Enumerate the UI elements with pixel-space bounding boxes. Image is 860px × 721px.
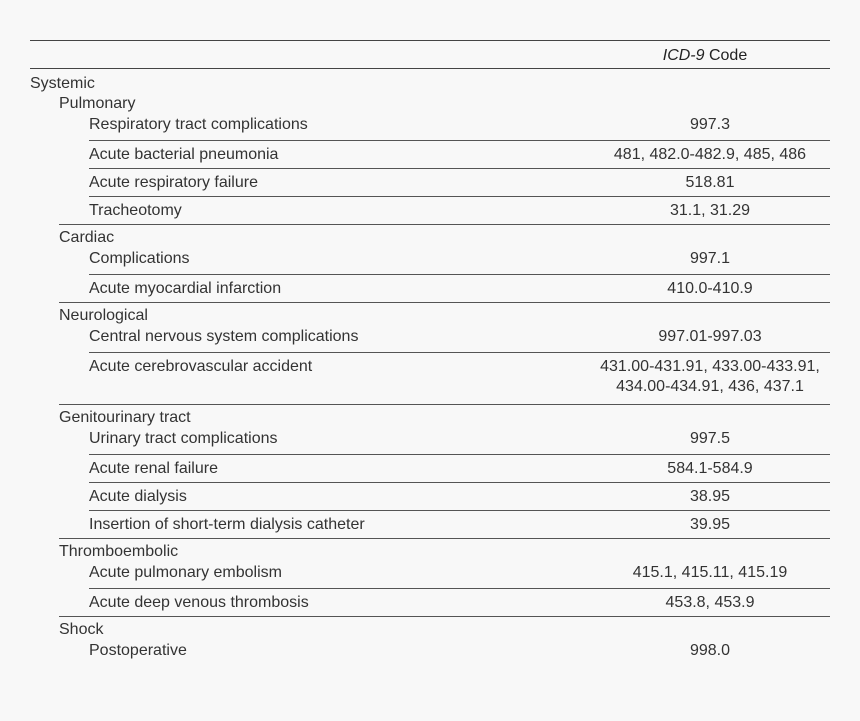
code-header-text: Code (704, 47, 748, 64)
row-code: 31.1, 31.29 (669, 202, 751, 219)
section-label: Cardiac (59, 229, 115, 246)
row-label: Respiratory tract complications (89, 116, 308, 133)
code-header-italic: ICD-9 (662, 47, 705, 64)
table-row (59, 511, 830, 539)
table-row (59, 589, 830, 617)
section-neurological (30, 306, 830, 326)
row-label: Acute bacterial pneumonia (89, 146, 279, 163)
row-code: 998.0 (689, 642, 731, 659)
table-row (89, 248, 830, 275)
section-label: Neurological (59, 307, 148, 324)
row-code-line: 431.00-431.91, 433.00-433.91, (600, 358, 820, 375)
section-systemic (30, 74, 830, 94)
section-shock (30, 620, 830, 640)
row-code: 38.95 (689, 488, 731, 505)
section-label: Systemic (30, 75, 95, 92)
row-code: 997.1 (689, 250, 731, 267)
section-label: Genitourinary tract (59, 409, 191, 426)
row-code: 415.1, 415.11, 415.19 (632, 564, 788, 581)
table-row (59, 353, 830, 405)
row-code: 481, 482.0-482.9, 485, 486 (613, 146, 807, 163)
table-header (30, 41, 830, 69)
section-genitourinary (30, 408, 830, 428)
row-code-line: 434.00-434.91, 436, 437.1 (616, 378, 804, 395)
section-thromboembolic (30, 542, 830, 562)
code-column-header (590, 47, 820, 65)
table-row (89, 169, 830, 197)
table-row (59, 275, 830, 303)
row-code: 997.3 (689, 116, 731, 133)
row-label: Acute cerebrovascular accident (89, 358, 313, 375)
section-pulmonary (30, 94, 830, 114)
row-code: 39.95 (689, 516, 731, 533)
row-label: Complications (89, 250, 190, 267)
table-row (59, 197, 830, 225)
row-label: Urinary tract complications (89, 430, 278, 447)
row-label: Acute deep venous thrombosis (89, 594, 309, 611)
row-code (590, 357, 830, 397)
section-cardiac (30, 228, 830, 248)
row-label: Acute respiratory failure (89, 174, 258, 191)
table-row (89, 114, 830, 141)
row-label: Insertion of short-term dialysis catheter (89, 516, 365, 533)
section-label: Thromboembolic (59, 543, 179, 560)
row-label: Central nervous system complications (89, 328, 359, 345)
row-code: 997.5 (689, 430, 731, 447)
row-code: 584.1-584.9 (667, 460, 753, 477)
table-row (89, 483, 830, 511)
row-label: Acute pulmonary embolism (89, 564, 282, 581)
row-label: Tracheotomy (89, 202, 182, 219)
table-row (89, 141, 830, 169)
row-label: Postoperative (89, 642, 187, 659)
row-label: Acute dialysis (89, 488, 187, 505)
table-row (89, 326, 830, 353)
row-code: 997.01-997.03 (658, 328, 762, 345)
table-row (89, 562, 830, 589)
icd9-table (30, 40, 830, 667)
row-code: 453.8, 453.9 (665, 594, 755, 611)
row-label: Acute renal failure (89, 460, 218, 477)
table-row (89, 455, 830, 483)
row-label: Acute myocardial infarction (89, 280, 282, 297)
section-label: Shock (59, 621, 104, 638)
table-row (89, 428, 830, 455)
table-row (89, 640, 830, 667)
section-label: Pulmonary (59, 95, 136, 112)
row-code: 518.81 (685, 174, 735, 191)
row-code: 410.0-410.9 (667, 280, 753, 297)
